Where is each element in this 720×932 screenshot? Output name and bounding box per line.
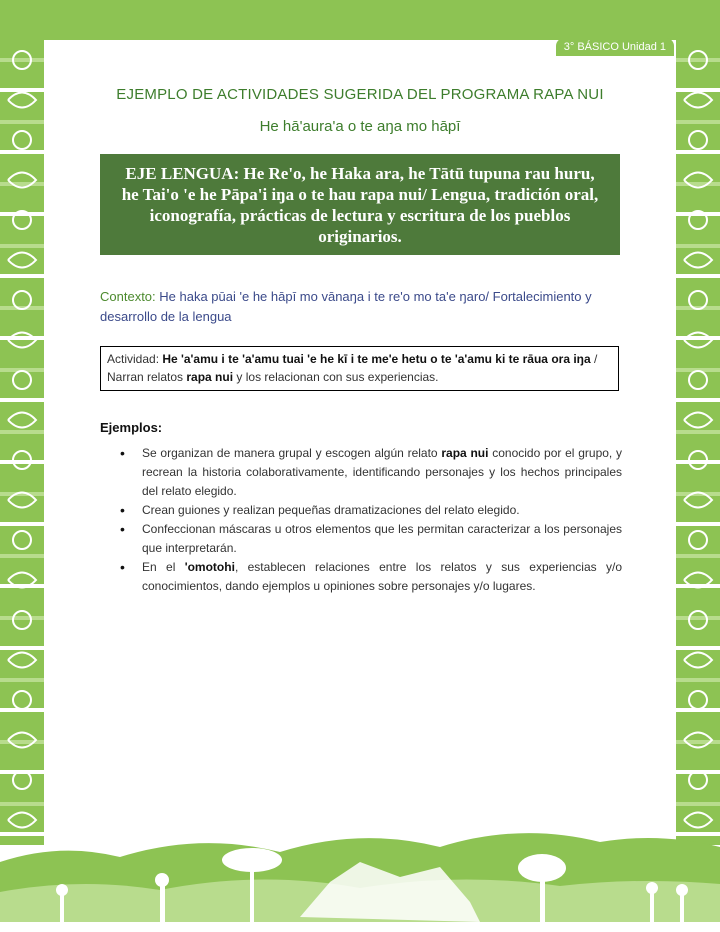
list-item [120, 558, 622, 596]
left-decorative-border [0, 30, 44, 845]
contexto-paragraph [100, 287, 620, 327]
list-item [120, 520, 622, 558]
item-text: Confeccionan máscaras u otros elementos que les permitan caracterizar a los personajes que interpretarán. [142, 522, 622, 555]
ejemplos-list [120, 444, 622, 596]
actividad-label: Actividad: [107, 352, 163, 366]
right-pattern-icon [676, 30, 720, 845]
item-text: En el [142, 560, 185, 574]
contexto-text: He haka pūai 'e he hāpī mo vānaŋa i te re'o mo ta'e ŋaro/ Fortalecimiento y desarrollo de la lengua [100, 289, 592, 324]
contexto-label: Contexto: [100, 289, 156, 304]
item-bold: rapa nui [441, 446, 489, 460]
landscape-footer-illustration [0, 822, 720, 932]
page-title: EJEMPLO DE ACTIVIDADES SUGERIDA DEL PROGRAMA RAPA NUI [116, 86, 604, 103]
eje-lengua-box [100, 154, 620, 255]
list-item [120, 501, 622, 520]
item-bold: 'omotohi [184, 560, 235, 574]
actividad-box [100, 346, 619, 391]
ejemplos-heading: Ejemplos: [100, 420, 163, 435]
left-pattern-icon [0, 30, 44, 845]
item-text: Crean guiones y realizan pequeñas dramatizaciones del relato elegido. [142, 503, 520, 517]
actividad-rapanui-text: He 'a'amu i te 'a'amu tuai 'e he kī i te me'e hetu o te 'a'amu ki te rāua ora iŋa [162, 352, 591, 366]
item-text-post: conocido por el grupo, y recrean la historia colaborativamente, identificando personajes y los hechos principales del relato elegido. [142, 446, 623, 498]
list-item [120, 444, 622, 501]
actividad-rest: y los relacionan con sus experiencias. [233, 370, 439, 384]
grade-unit-badge: 3° BÁSICO Unidad 1 [556, 38, 674, 56]
page-subtitle: He hā'aura'a o te aŋa mo hāpī [259, 118, 461, 135]
eje-text: EJE LENGUA: He Re'o, he Haka ara, he Tātū tupuna rau huru, he Tai'o 'e he Pāpa'i iŋa o te hau rapa nui/ Lengua, tradición oral, iconografía, prácticas de lectura y escritura de los pueblos originarios. [121, 163, 599, 246]
actividad-separator: / Narran relatos [107, 352, 598, 384]
actividad-bold-term: rapa nui [186, 370, 234, 384]
item-text: Se organizan de manera grupal y escogen algún relato [142, 446, 442, 460]
right-decorative-border [676, 30, 720, 845]
item-text-post: , establecen relaciones entre los relatos y sus experiencias y/o conocimientos, dando ejemplos u opiniones sobre personajes y/o lugares. [142, 560, 623, 593]
